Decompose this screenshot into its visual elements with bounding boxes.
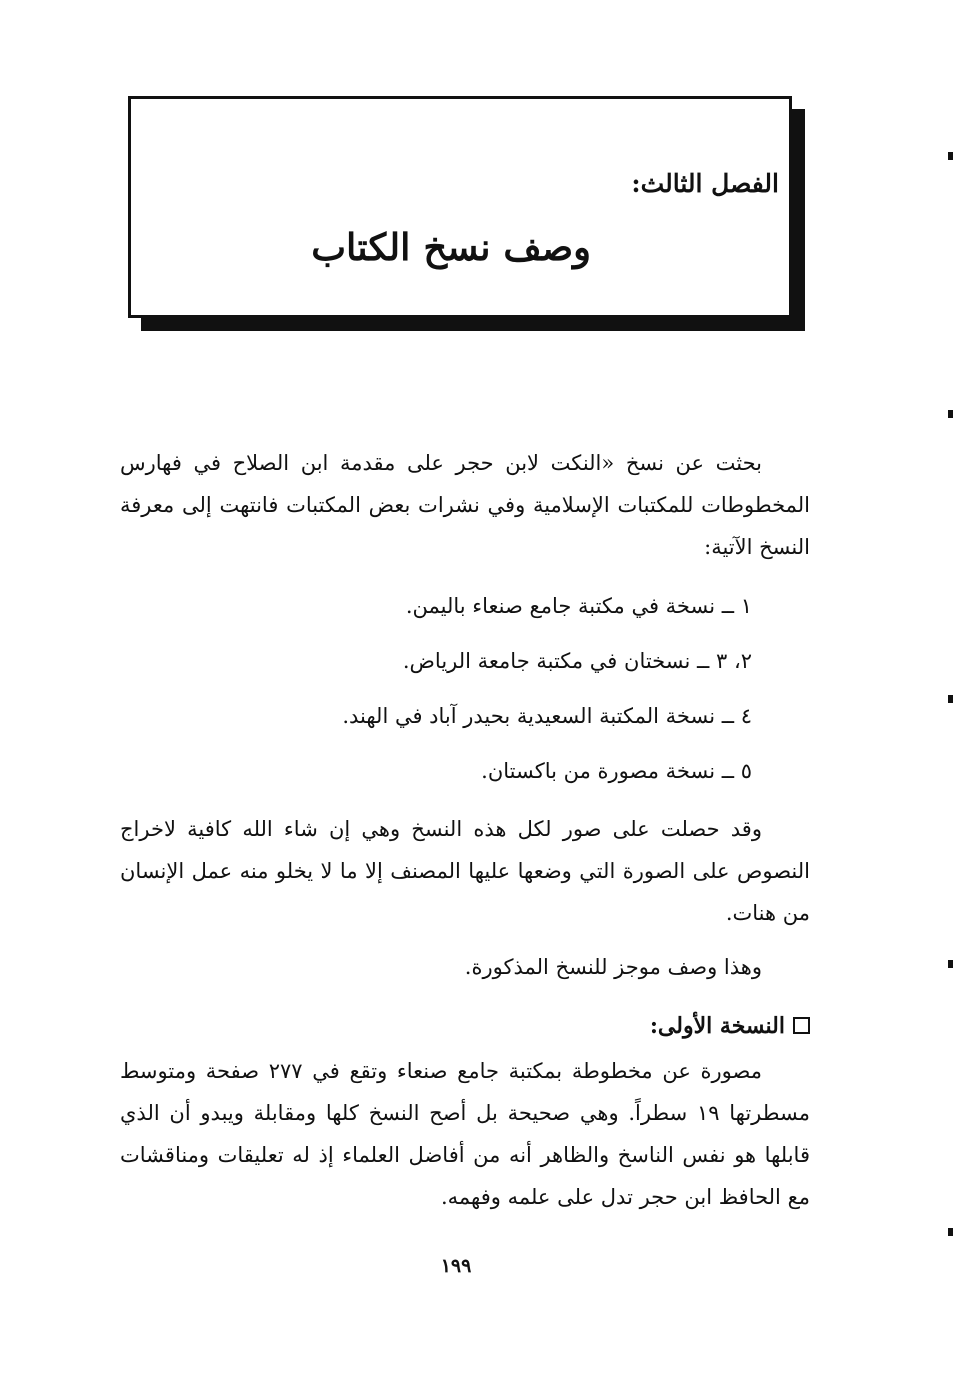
body-paragraph: وقد حصلت على صور لكل هذه النسخ وهي إن شاء الله كافية لاخراج النصوص على الصورة التي وضعها عليها المصنف إلا ما لا يخلو منه عمل الإنسان من هنات. [120,817,810,925]
body-paragraph: مصورة عن مخطوطة بمكتبة جامع صنعاء وتقع في ٢٧٧ صفحة ومتوسط مسطرتها ١٩ سطراً. وهي صحيحة بل أصح النسخ كلها ومقابلة ويبدو أن الذي قابلها هو نفس الناسخ والظاهر أنه من أفاضل العلماء إذ له تعليقات ومناقشات مع الحافظ ابن حجر تدل على علمه وفهمه. [120,1059,810,1209]
edge-mark [948,410,953,418]
section-heading [650,1013,810,1039]
edge-mark [948,1228,953,1236]
list-item: ٥ ــ نسخة مصورة من باكستان. [481,759,752,783]
body-paragraph: وهذا وصف موجز للنسخ المذكورة. [464,955,762,979]
list-item: ٤ ــ نسخة المكتبة السعيدية بحيدر آباد في الهند. [342,704,752,728]
edge-mark [948,695,953,703]
square-bullet-icon [793,1017,810,1034]
chapter-label: الفصل الثالث: [631,169,779,198]
section-heading-text: النسخة الأولى: [649,1013,785,1039]
page-number: ١٩٩ [440,1255,472,1277]
edge-mark [948,960,953,968]
list-item: ١ ــ نسخة في مكتبة جامع صنعاء باليمن. [405,594,752,618]
edge-mark [948,152,953,160]
chapter-title: وصف نسخ الكتاب [311,225,591,269]
chapter-heading-box [128,96,792,318]
list-item: ٢، ٣ ــ نسختان في مكتبة جامعة الرياض. [402,649,752,673]
intro-paragraph: بحثت عن نسخ «النكت لابن حجر على مقدمة ابن الصلاح في فهارس المخطوطات للمكتبات الإسلامية وفي نشرات بعض المكتبات فانتهت إلى معرفة النسخ الآتية: [120,451,810,559]
